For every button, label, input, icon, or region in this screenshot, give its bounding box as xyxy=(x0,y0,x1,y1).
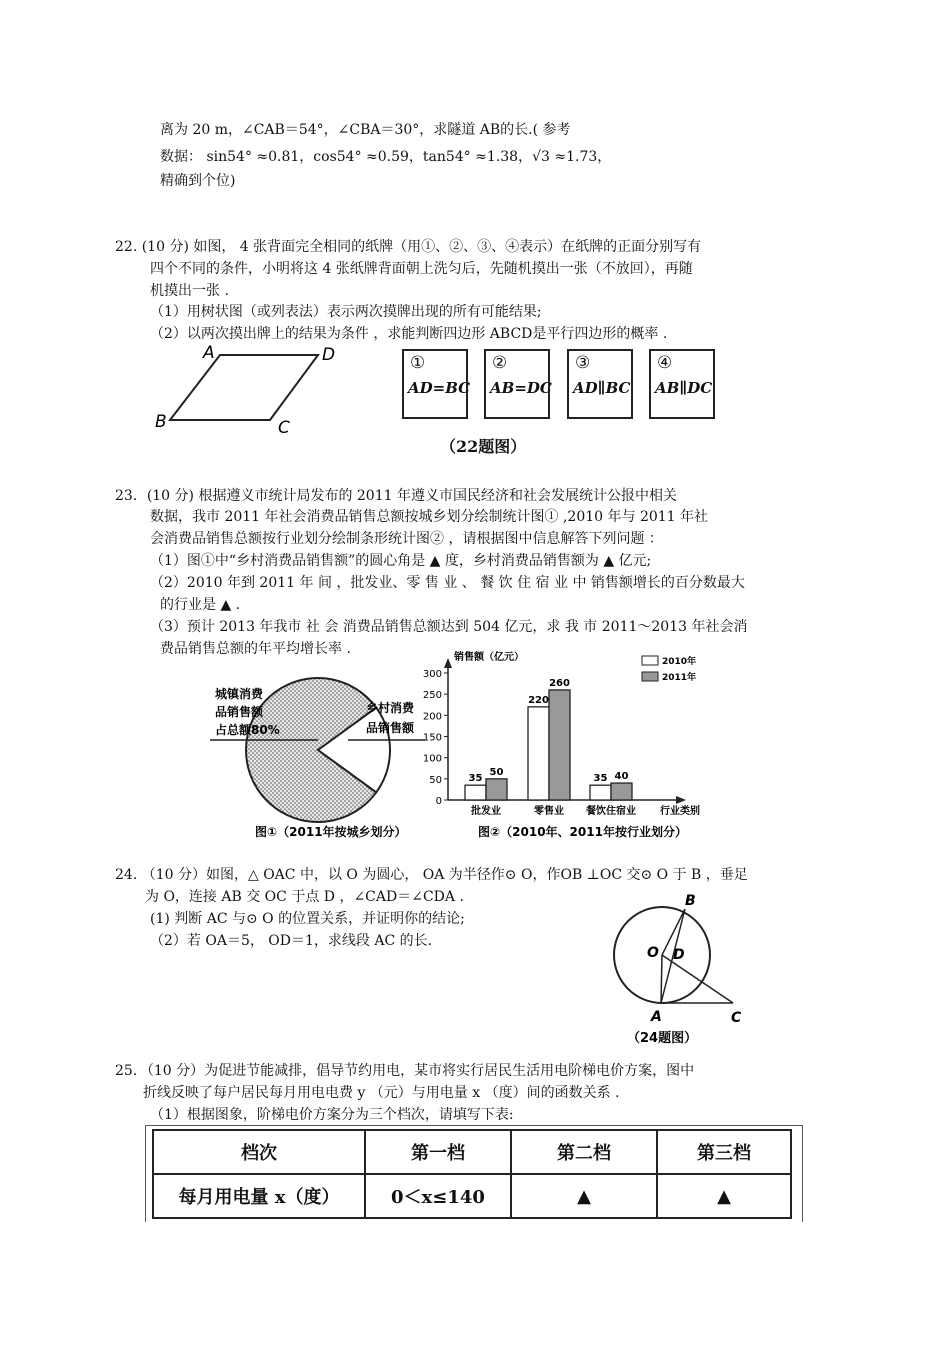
label-A: A xyxy=(651,1009,662,1025)
q23-line-8: 费品销售总额的年平均增长率 . xyxy=(160,641,351,657)
card-number: ① xyxy=(410,353,426,373)
bar-chart-caption: 图②（2010年、2011年按行业划分） xyxy=(478,825,687,839)
q23-line-2: 数据，我市 2011 年社会消费品销售总额按城乡划分绘制统计图① ,2010 年与 2011 年社 xyxy=(150,509,709,525)
q25-line-1: 25．（10 分）为促进节能减排，倡导节约用电，某市将实行居民生活用电阶梯电价方案，图中 xyxy=(115,1063,695,1079)
x-axis-arrow xyxy=(676,796,686,804)
parallelogram-figure xyxy=(150,343,350,435)
y-tick-label: 100 xyxy=(422,753,442,765)
bar-data-label: 260 xyxy=(549,677,570,689)
pie-label-rural-1: 乡村消费 xyxy=(366,701,415,715)
q22-line-5: （2）以两次摸出牌上的结果为条件 ，求能判断四边形 ABCD是平行四边形的概率 . xyxy=(150,326,668,342)
card-number: ③ xyxy=(575,353,591,373)
condition-card-2 xyxy=(484,349,550,419)
label-B: B xyxy=(685,893,696,909)
q23-line-3: 会消费品销售总额按行业划分绘制条形统计图② ，请根据图中信息解答下列问题 ： xyxy=(150,531,663,547)
card-condition: AD=BC xyxy=(408,379,471,397)
x-tick-label: 零售业 xyxy=(534,806,564,817)
bar xyxy=(528,707,549,800)
y-tick-label: 50 xyxy=(429,774,442,786)
bar-chart xyxy=(420,646,720,846)
table-header-row xyxy=(153,1130,791,1174)
q23-line-5: （2）2010 年到 2011 年 间 ，批发业、零 售 业 、 餐 饮 住 宿 业 中 销售额增长的百分数最大 xyxy=(150,575,745,591)
y-tick-label: 300 xyxy=(422,669,442,680)
table-header-cell: 第二档 xyxy=(511,1130,657,1174)
bar xyxy=(590,785,611,800)
condition-card-3 xyxy=(567,349,633,419)
card-condition: AB=DC xyxy=(490,379,552,397)
q25-line-3: （1）根据图象，阶梯电价方案分为三个档次，请填写下表: xyxy=(150,1107,514,1123)
card-number: ④ xyxy=(657,353,673,373)
condition-card-4 xyxy=(649,349,715,419)
q24-line-2: 为 O，连接 AB 交 OC 于点 D ，∠CAD＝∠CDA . xyxy=(145,889,464,905)
q24-line-1: 24. （10 分）如图，△ OAC 中，以 O 为圆心， OA 为半径作⊙ O，作OB ⊥OC 交⊙ O 于 B ，垂足 xyxy=(115,867,748,883)
x-axis-label: 行业类别 xyxy=(660,806,700,817)
pie-label-urban-2: 品销售额 xyxy=(215,705,264,719)
q23-line-7: （3）预计 2013 年我市 社 会 消费品销售总额达到 504 亿元，求 我 市 2011～2013 年社会消 xyxy=(150,619,748,635)
q24-line-3: (1) 判断 AC 与⊙ O 的位置关系，并证明你的结论; xyxy=(150,911,465,927)
card-condition: AD∥BC xyxy=(573,379,631,397)
q22-line-2: 四个不同的条件，小明将这 4 张纸牌背面朝上洗匀后，先随机摸出一张（不放回），再随 xyxy=(150,261,693,277)
bar-data-label: 40 xyxy=(614,771,629,783)
q23-line-6: 的行业是 ▲ . xyxy=(160,597,241,613)
card-condition: AB∥DC xyxy=(655,379,713,397)
q21-line-2: 数据： sin54° ≈0.81，cos54° ≈0.59，tan54° ≈1.38，√3 ≈1.73， xyxy=(160,149,612,165)
bar xyxy=(549,690,570,800)
bar-data-label: 220 xyxy=(528,694,549,706)
label-C: C xyxy=(731,1010,742,1026)
x-tick-label: 餐饮住宿业 xyxy=(586,806,636,817)
pie-caption: 图①（2011年按城乡划分） xyxy=(255,825,407,839)
bar xyxy=(465,785,486,800)
q22-line-4: （1）用树状图（或列表法）表示两次摸牌出现的所有可能结果; xyxy=(150,304,542,320)
legend-swatch xyxy=(642,672,658,681)
table-row xyxy=(153,1174,791,1218)
pie-label-urban-1: 城镇消费 xyxy=(215,687,264,701)
bar xyxy=(486,779,507,800)
table-cell: 0＜x≤140 xyxy=(365,1174,511,1218)
q25-line-2: 折线反映了每户居民每月用电电费 y （元）与用电量 x （度）间的函数关系 . xyxy=(143,1085,620,1101)
pie-label-rural-2: 品销售额 xyxy=(366,721,415,735)
q23-line-4: （1）图①中“乡村消费品销售额”的圆心角是 ▲ 度，乡村消费品销售额为 ▲ 亿元; xyxy=(150,553,652,569)
vertex-A: A xyxy=(203,343,215,363)
q22-line-3: 机摸出一张 . xyxy=(150,283,229,299)
legend-label: 2010年 xyxy=(662,657,697,667)
table-header-cell: 档次 xyxy=(153,1130,365,1174)
bar xyxy=(611,783,632,800)
segment-oa xyxy=(661,955,662,1003)
y-tick-label: 0 xyxy=(435,796,442,807)
q21-line-1: 离为 20 m，∠CAB＝54°，∠CBA＝30°，求隧道 AB的长.( 参考 xyxy=(160,122,571,138)
y-tick-label: 200 xyxy=(422,711,442,723)
bar-data-label: 35 xyxy=(468,773,483,785)
label-D: D xyxy=(673,947,685,963)
table-cell: 每月用电量 x（度） xyxy=(153,1174,365,1218)
x-tick-label: 批发业 xyxy=(471,806,501,817)
table-header-cell: 第三档 xyxy=(657,1130,791,1174)
q21-line-3: 精确到个位) xyxy=(160,173,236,189)
table-cell: ▲ xyxy=(657,1174,791,1218)
q24-line-4: （2）若 OA＝5， OD＝1，求线段 AC 的长. xyxy=(150,933,433,949)
condition-card-1 xyxy=(402,349,471,419)
bar-data-label: 35 xyxy=(593,773,608,785)
q22-line-1: 22. (10 分) 如图， 4 张背面完全相同的纸牌（用①、②、③、④表示）在纸牌的正面分别写有 xyxy=(115,239,702,255)
y-tick-label: 150 xyxy=(422,732,442,744)
table-header-cell: 第一档 xyxy=(365,1130,511,1174)
label-O: O xyxy=(647,945,659,961)
table-cell: ▲ xyxy=(511,1174,657,1218)
bar-data-label: 50 xyxy=(489,766,504,778)
vertex-D: D xyxy=(322,345,336,365)
y-axis-label: 销售额（亿元） xyxy=(454,652,524,663)
card-number: ② xyxy=(492,353,508,373)
legend-swatch xyxy=(642,656,658,665)
legend-label: 2011年 xyxy=(662,673,697,683)
y-axis-arrow xyxy=(444,658,452,668)
pie-chart xyxy=(200,660,440,845)
tier-table xyxy=(152,1129,792,1219)
pie-label-urban-3: 占总额80% xyxy=(215,723,280,737)
q22-figure-caption: （22题图） xyxy=(440,437,527,456)
circle-figure xyxy=(605,885,765,1050)
vertex-C: C xyxy=(278,418,290,435)
q23-line-1: 23．(10 分) 根据遵义市统计局发布的 2011 年遵义市国民经济和社会发展统计公报中相关 xyxy=(115,488,677,504)
vertex-B: B xyxy=(155,412,167,432)
y-tick-label: 250 xyxy=(422,690,442,702)
q24-figure-caption: （24题图） xyxy=(627,1031,698,1046)
parallelogram-shape xyxy=(170,355,318,420)
